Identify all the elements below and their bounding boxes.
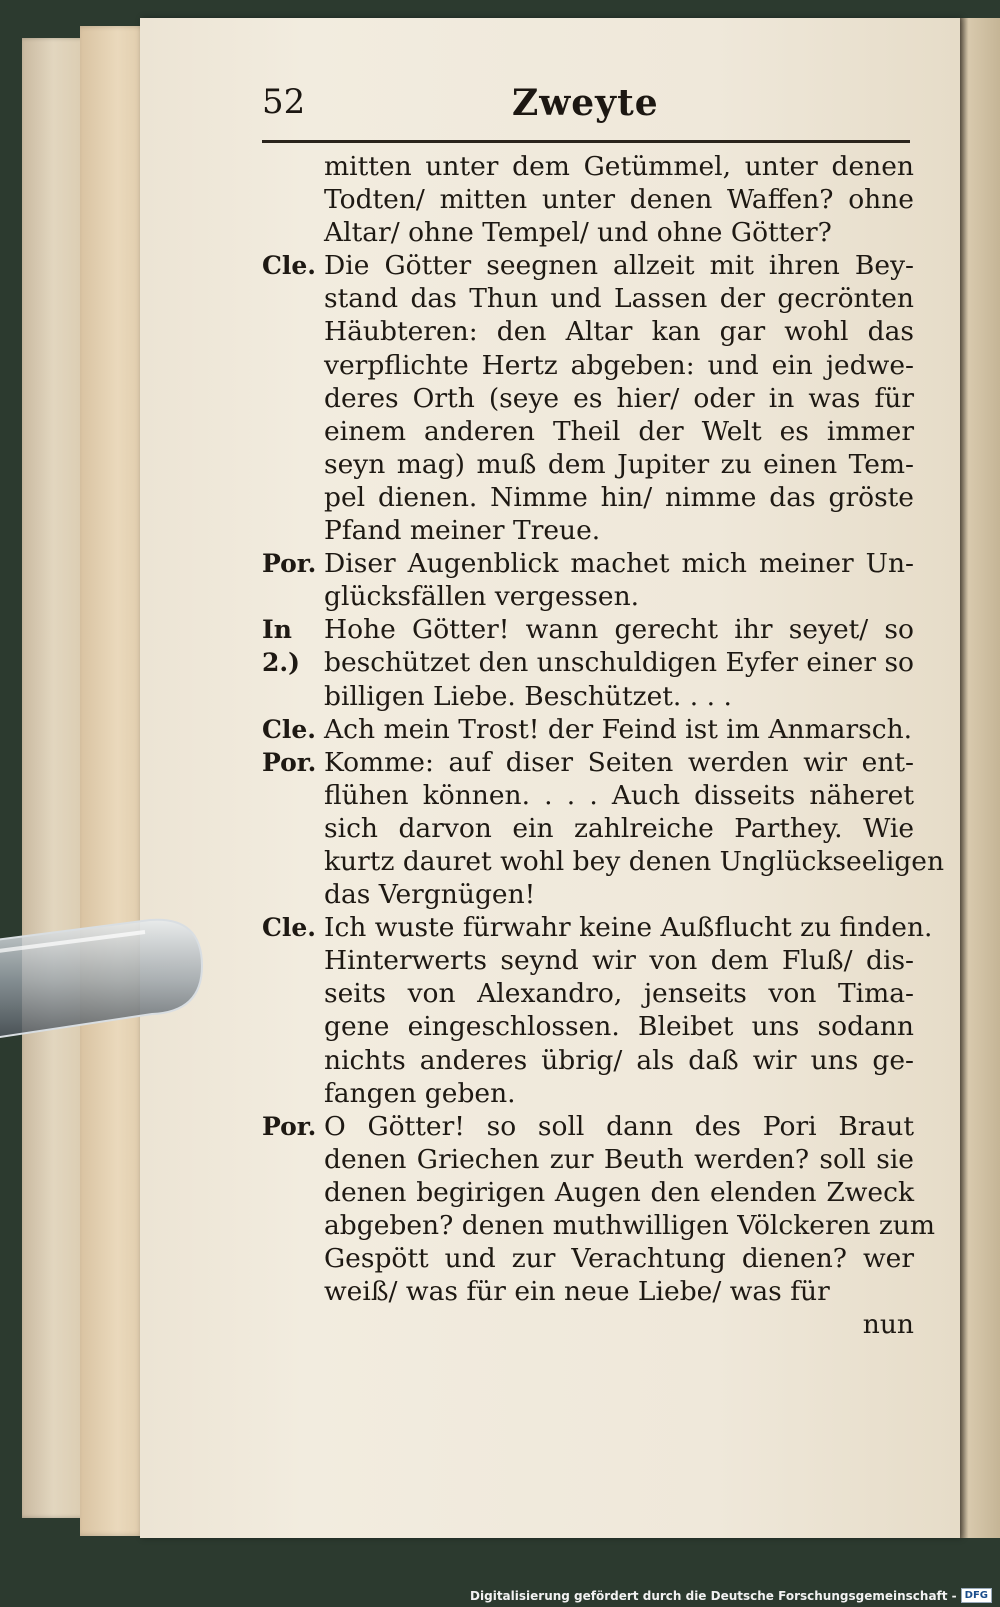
text-line: Ich wuste fürwahr keine Außflucht zu finden. [324,912,933,944]
text-line: stand das Thun und Lassen der gecrönten [324,283,914,315]
text-line: einem anderen Theil der Welt es immer [324,415,914,447]
text-line: billigen Liebe. Beschützet. . . . [324,680,732,712]
dfg-logo: DFG [961,1588,992,1603]
speaker-label: Cle. [262,251,317,281]
speech-paragraph [262,150,914,249]
speech-paragraph [262,613,914,712]
text-line: Gespött und zur Verachtung dienen? wer [324,1243,914,1275]
text-line: deres Orth (seye es hier/ oder in was für [324,382,914,414]
text-line: O Götter! so soll dann des Pori Braut [324,1110,914,1142]
text-line: Hinterwerts seynd wir von dem Fluß/ dis- [324,945,914,977]
glass-ruler-icon [0,912,210,1042]
speech-paragraph [262,746,945,911]
running-head: Zweyte [512,82,659,124]
text-line: Die Götter seegnen allzeit mit ihren Bey- [324,250,914,282]
text-line: beschützet den unschuldigen Eyfer einer so [324,647,914,679]
text-line: pel dienen. Nimme hin/ nimme das gröste [324,481,914,513]
speaker-label: Cle. [262,913,317,943]
speaker-label: Por. [262,1111,317,1141]
speech-paragraph [262,1110,935,1309]
text-line: Ach mein Trost! der Feind ist im Anmarsch. [324,713,913,745]
text-line: Diser Augenblick machet mich meiner Un- [324,548,914,580]
text-line: kurtz dauret wohl bey denen Unglückseeligen [324,845,945,877]
speech-paragraph [262,911,933,1110]
speech-paragraph [262,713,914,746]
text-line: weiß/ was für ein neue Liebe/ was für [324,1276,830,1308]
footer-bar [0,1546,1000,1607]
speaker-label: Por. [262,747,317,777]
credit-text: Digitalisierung gefördert durch die Deutsche Forschungsgemeinschaft - [470,1588,957,1603]
text-line: seyn mag) muß dem Jupiter zu einen Tem- [324,448,914,480]
header-rule [262,140,910,143]
text-line: glücksfällen vergessen. [324,581,640,613]
text-line: Todten/ mitten unter denen Waffen? ohne [324,184,914,216]
text-line: flühen können. . . . Auch disseits näheret [324,779,914,811]
facing-page-edge [955,18,1000,1538]
text-line: sich darvon ein zahlreiche Parthey. Wie [324,812,914,844]
speaker-label: Por. [262,549,317,579]
text-line: Altar/ ohne Tempel/ und ohne Götter? [324,217,832,249]
text-line: Hohe Götter! wann gerecht ihr seyet/ so [324,614,914,646]
speaker-label: In 2.) [262,615,300,678]
page-header [262,82,912,142]
catchword: nun [862,1309,914,1341]
text-line: Komme: auf diser Seiten werden wir ent- [324,746,914,778]
page-number: 52 [262,82,306,122]
text-line: nichts anderes übrig/ als daß wir uns ge- [324,1044,914,1076]
speech-paragraph [262,547,914,613]
text-line: denen begirigen Augen den elenden Zweck [324,1176,914,1208]
speaker-label: Cle. [262,714,317,744]
text-line: mitten unter dem Getümmel, unter denen [324,151,914,182]
text-line: Pfand meiner Treue. [324,515,601,547]
text-line: das Vergnügen! [324,879,536,911]
text-line: abgeben? denen muthwilligen Völckeren zum [324,1210,935,1241]
speech-paragraph [262,249,914,547]
main-text [262,150,945,1341]
text-line: gene eingeschlossen. Bleibet uns sodann [324,1011,914,1043]
text-line: Häubteren: den Altar kan gar wohl das [324,316,914,348]
text-line: denen Griechen zur Beuth werden? soll sie [324,1143,914,1175]
text-line: fangen geben. [324,1077,516,1109]
text-line: seits von Alexandro, jenseits von Tima- [324,978,914,1010]
funding-credit [470,1588,992,1603]
text-line: verpflichte Hertz abgeben: und ein jedwe- [324,349,914,381]
